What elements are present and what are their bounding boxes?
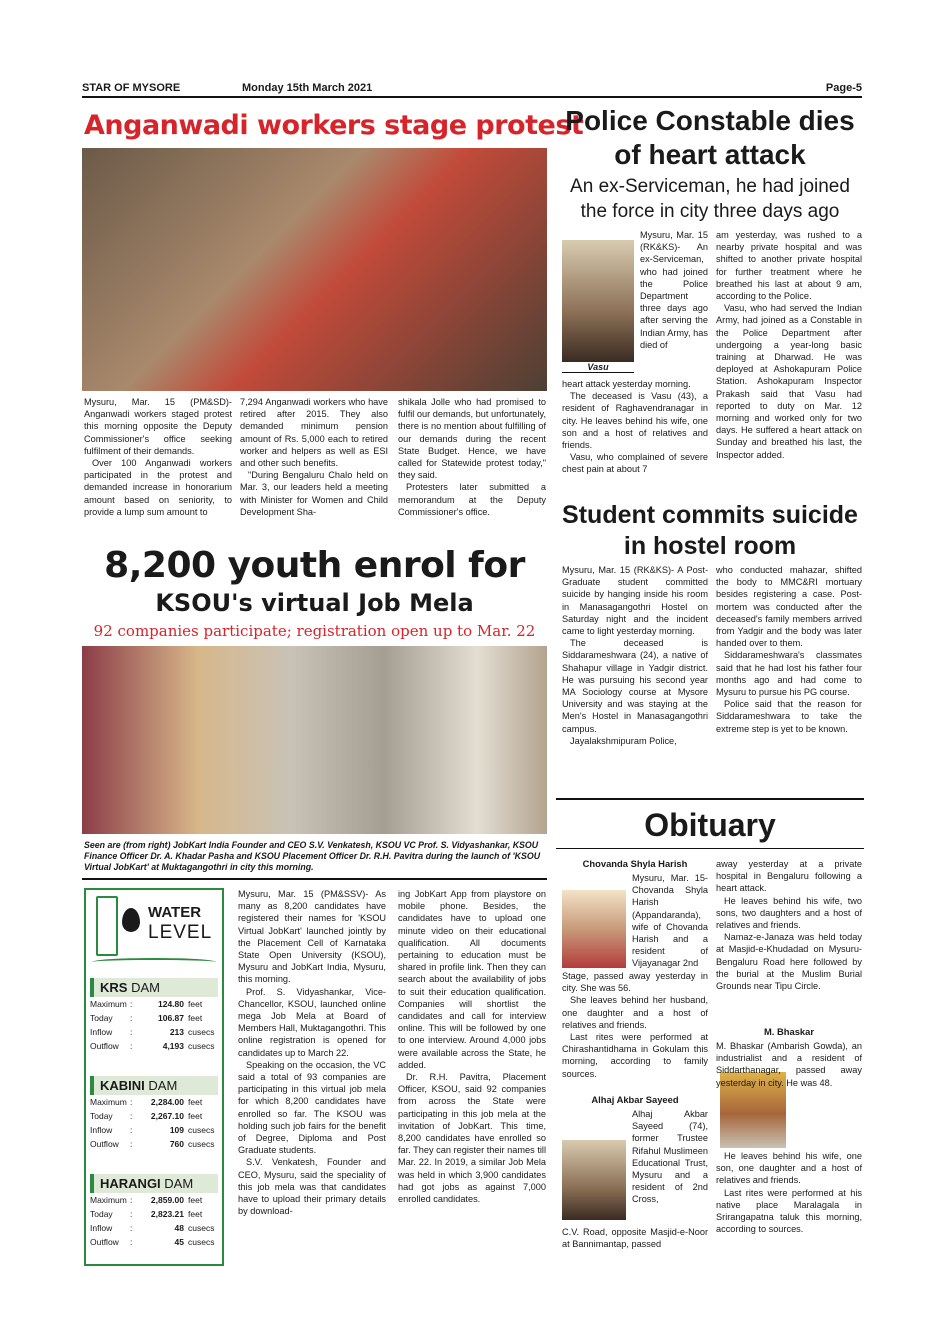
obituary-headline: Obituary xyxy=(644,807,776,843)
obit-name: Chovanda Shyla Harish xyxy=(582,858,688,869)
dam-row: Outflow : 760 cusecs xyxy=(90,1139,215,1149)
divider xyxy=(556,848,864,849)
obit-name: M. Bhaskar xyxy=(763,1026,815,1037)
level-title: LEVEL xyxy=(148,922,213,943)
dam-row: Today : 2,823.21 feet xyxy=(90,1209,203,1219)
vasu-caption: Vasu xyxy=(562,362,634,373)
wave-icon xyxy=(92,958,216,966)
dam-kabini xyxy=(90,1076,218,1151)
dam-row: Inflow : 213 cusecs xyxy=(90,1027,215,1037)
dam-tab: KRS DAM xyxy=(90,978,218,997)
ksou-headline-2: KSOU's virtual Job Mela xyxy=(155,589,474,617)
obit-body: Stage, passed away yesterday in city. She was 56. She leaves behind her husband, one daughter and a host of relatives and friends. Last rites were performed at Chirashantidhama in Gokulam this morning, according to family sources. xyxy=(562,971,708,1079)
anganwadi-headline: Anganwadi workers stage protest xyxy=(84,110,584,141)
divider xyxy=(82,878,547,880)
paper-name: STAR OF MYSORE xyxy=(82,82,181,94)
obit-wrap-text: Alhaj Akbar Sayeed (74), former Trustee Rifahul Muslimeen Educational Trust, Mysuru and a resident of 2nd Cross, xyxy=(632,1109,708,1205)
dam-tab: KABINI DAM xyxy=(90,1076,218,1095)
obit-wrap-text: Mysuru, Mar. 15- Chovanda Shyla Harish (Appandaranda), wife of Chovanda Harish and a resident of Vijayanagar 2nd xyxy=(632,873,708,969)
police-col-2: am yesterday, was rushed to a nearby private hospital and was shifted to another private hospital for further treatment where he breathed his last at about 9 am, according to the Police. Vasu, who had served the Indian Army, had joined as a Constable in the Police Department after undergoing a year-long basic training at Dharwad. He was deployed at Ashokapuram Police Station. Ashokapuram Inspector Prakash said that Vasu had reported to duty on Mar. 12 morning and worked only for two days. He suffered a heart attack on Sunday and breathed his last, the Inspector added. xyxy=(716,230,862,460)
police-headline: Police Constable dies of heart attack xyxy=(565,105,855,170)
police-wrap-text: Mysuru, Mar. 15 (RK&KS)- An ex-Serviceman, who had joined the Police Department three days ago after serving the Indian Army, has died of xyxy=(640,230,708,350)
dam-row: Maximum : 2,284.00 feet xyxy=(90,1097,203,1107)
masthead xyxy=(82,82,862,98)
ksou-col-2: ing JobKart App from playstore on mobile phone. Besides, the candidates have to upload one minute video on their educational qualification. All documents pertaining to education must be shared in profile link. Then they can search about the availability of jobs to suit their education qualification. Companies will shortlist the candidates and call for interview online. This will be followed by one to one interview. Around 4,000 jobs were available across the State, he added. Dr. R.H. Pavitra, Placement Officer, KSOU, said 92 companies from across the State were participating in this job mela at the invitation of JobKart. This time, 8,200 candidates have enrolled so far. They can register their names till Mar. 22. In 2019, a similar Job Mela was held in which 3,900 candidates had got jobs as against 7,000 enrolled candidates. xyxy=(398,889,546,1205)
ksou-col-1: Mysuru, Mar. 15 (PM&SSV)- As many as 8,200 candidates have registered their names for 'KSOU Virtual JobKart' launched jointly by the Placement Cell of Karnataka State Open University (KSOU), Mysuru and JobKart India, Mysuru, this morning. Prof. S. Vidyashankar, Vice-Chancellor, KSOU, launched online mega Job Mela at Board of Members Hall, Muktagangothri. This online registration is opened for candidates up to March 22. Speaking on the occasion, the VC said a total of 93 companies are participating in this virtual job mela for which 8,200 candidates have enrolled so far. The KSOU was holding such job fairs for the benefit of Degree, Diploma and Post Graduate students. S.V. Venkatesh, Founder and CEO, Mysuru, said the speciality of this job mela was that candidates have to upload their primary details by download- xyxy=(238,889,386,1217)
dam-row: Maximum : 2,859.00 feet xyxy=(90,1195,203,1205)
ksou-subhead: 92 companies participate; registration open up to Mar. 22 xyxy=(93,622,536,640)
dam-row: Inflow : 109 cusecs xyxy=(90,1125,215,1135)
issue-date: Monday 15th March 2021 xyxy=(242,82,373,94)
dam-krs xyxy=(90,978,218,1053)
water-title: WATER xyxy=(148,904,202,921)
vasu-photo xyxy=(562,240,634,362)
dam-icon xyxy=(96,896,118,956)
student-headline: Student commits suicide in hostel room xyxy=(562,501,858,560)
obit-photo xyxy=(562,890,626,968)
job-mela-caption: Seen are (from right) JobKart India Founder and CEO S.V. Venkatesh, KSOU VC Prof. S. Vidyashankar, KSOU Finance Officer Dr. A. Khadar Pasha and KSOU Placement Officer Dr. R.H. Pavitra during the launch of 'KSOU Virtual JobKart' at Muktagangothri in city this morning. xyxy=(84,840,541,872)
dam-harangi xyxy=(90,1174,218,1249)
student-col-1: Mysuru, Mar. 15 (RK&KS)- A Post-Graduate student committed suicide by hanging inside his room in Manasagangothri Hostel on Saturday night and the incident came to light yesterday morning. The deceased is Siddarameshwara (24), a native of Shahapur village in Yadgir district. He was pursuing his second year MA Sociology course at Mysore University and was staying at the Men's Hostel in Manasagangothri campus. Jayalakshmipuram Police, xyxy=(562,565,708,746)
obit-col-2: away yesterday at a private hospital in Bengaluru following a heart attack. He leaves behind his wife, two sons, two daughters and a host of relatives and friends. Namaz-e-Janaza was held today at Masjid-e-Khudadad on Mysuru-Bengaluru Road here followed by the burial at the Muslim Burial Grounds near Tipu Circle. xyxy=(716,859,862,992)
obit-photo xyxy=(562,1140,626,1220)
student-col-2: who conducted mahazar, shifted the body to MMC&RI mortuary besides registering a case. Post-mortem was conducted after the deceased's family members arrived from Yadgir and the body was later handed over to them. Siddarameshwara's classmates said that he had lost his father four months ago and had come to Mysuru to pursue his PG course. Police said that the reason for Siddarameshwara to take the extreme step is yet to be known. xyxy=(716,565,862,734)
obit-wrap-text: M. Bhaskar (Ambarish Gowda), an industrialist and a resident of Siddarthanagar, passed away yesterday in city. He was 48. xyxy=(716,1041,862,1088)
obit-body: He leaves behind his wife, one son, one daughter and a host of relatives and friends. Last rites were performed at his native place Maralagala in Srirangapatna taluk this morning, according to sources. xyxy=(716,1151,862,1235)
ksou-headline-1: 8,200 youth enrol for xyxy=(104,545,525,586)
divider xyxy=(556,798,864,800)
water-level-box xyxy=(84,888,224,1266)
obit-name: Alhaj Akbar Sayeed xyxy=(591,1094,679,1105)
protest-photo xyxy=(82,148,547,391)
dam-tab: HARANGI DAM xyxy=(90,1174,218,1193)
police-col-1: heart attack yesterday morning. The deceased is Vasu (43), a resident of Raghavendranagar in city. He leaves behind his wife, one son and a host of relatives and friends. Vasu, who complained of severe chest pain at about 7 xyxy=(562,379,708,475)
dam-row: Today : 106.87 feet xyxy=(90,1013,203,1023)
anganwadi-col-3: shikala Jolle who had promised to fulfil our demands, but unfortunately, there is no mention about fulfilling of our demands during the recent State Budget. Hence, we have called for Statewide protest today," they said. Protesters later submitted a memorandum at the Deputy Commissioner's office. xyxy=(398,397,546,517)
anganwadi-col-1: Mysuru, Mar. 15 (PM&SD)- Anganwadi workers staged protest this morning opposite the Deputy Commissioner's office seeking fulfilment of their demands. Over 100 Anganwadi workers participated in the protest and demanded increase in honorarium amount based on seniority, to provide a lump sum amount to xyxy=(84,397,232,517)
anganwadi-col-2: 7,294 Anganwadi workers who have retired after 2015. They also demanded minimum pension amount of Rs. 5,000 each to retired worker and helpers as well as ESI and other such benefits. "During Bengaluru Chalo held on Mar. 3, our leaders held a meeting with Minister for Women and Child Development Sha- xyxy=(240,397,388,517)
obit-body: C.V. Road, opposite Masjid-e-Noor at Bannimantap, passed xyxy=(562,1227,708,1250)
dam-row: Inflow : 48 cusecs xyxy=(90,1223,215,1233)
dam-row: Outflow : 45 cusecs xyxy=(90,1237,215,1247)
page-number: Page-5 xyxy=(825,82,862,94)
water-drop-icon xyxy=(122,908,140,932)
dam-row: Outflow : 4,193 cusecs xyxy=(90,1041,215,1051)
job-mela-photo xyxy=(82,646,547,834)
dam-row: Maximum : 124.80 feet xyxy=(90,999,203,1009)
dam-row: Today : 2,267.10 feet xyxy=(90,1111,203,1121)
police-subhead: An ex-Serviceman, he had joined the force in city three days ago xyxy=(570,176,850,222)
